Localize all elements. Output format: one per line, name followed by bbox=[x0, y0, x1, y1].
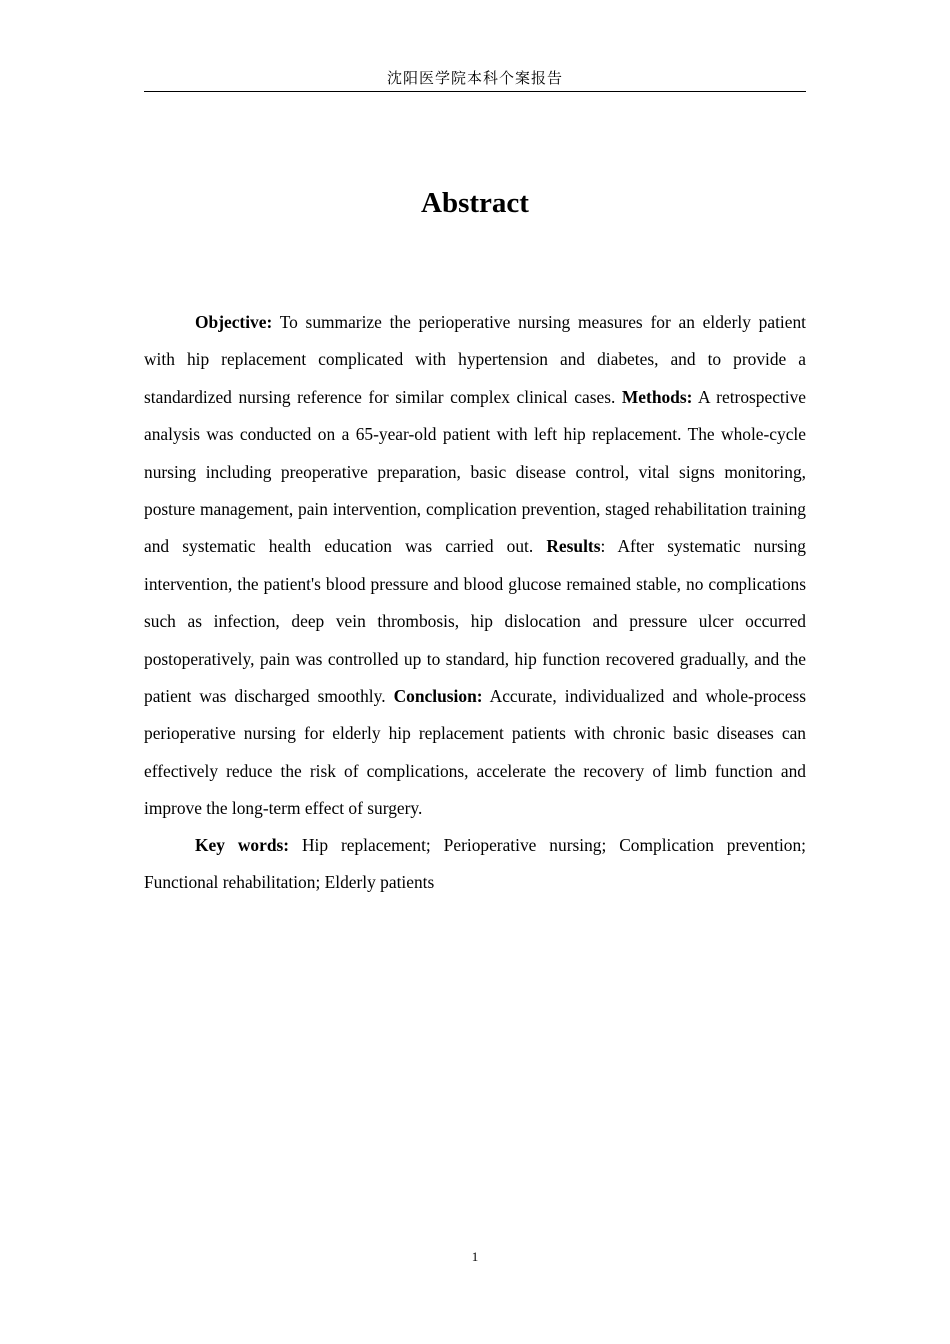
abstract-body bbox=[144, 304, 806, 902]
keywords-text: Hip replacement; Perioperative nursing; Complication prevention; Functional rehabilitation; Elderly patients bbox=[144, 834, 806, 893]
methods-text: A retrospective analysis was conducted on a 65-year-old patient with left hip replacement. The whole-cycle nursing including preoperative preparation, basic disease control, vital signs monitoring, posture management, pain intervention, complication prevention, staged rehabilitation training and systematic health education was carried out. bbox=[144, 386, 806, 557]
header-divider bbox=[144, 91, 806, 92]
conclusion-label: Conclusion: bbox=[393, 686, 483, 707]
methods-label: Methods: bbox=[621, 386, 693, 407]
keywords-label: Key words: bbox=[195, 834, 290, 855]
abstract-paragraph bbox=[144, 304, 806, 828]
results-label: Results bbox=[546, 536, 601, 557]
conclusion-text: Accurate, individualized and whole-process perioperative nursing for elderly hip replacement patients with chronic basic diseases can effectively reduce the risk of complications, accelerate the recovery of limb function and improve the long-term effect of surgery. bbox=[144, 686, 806, 819]
objective-text: To summarize the perioperative nursing measures for an elderly patient with hip replacement complicated with hypertension and diabetes, and to provide a standardized nursing reference for similar complex clinical cases. bbox=[144, 312, 806, 407]
results-text: : After systematic nursing intervention, the patient's blood pressure and blood glucose remained stable, no complications such as infection, deep vein thrombosis, hip dislocation and pressure ulcer occurred postoperatively, pain was controlled up to standard, hip function recovered gradually, and the patient was discharged smoothly. bbox=[144, 536, 806, 707]
page-number: 1 bbox=[471, 1249, 479, 1264]
running-header: 沈阳医学院本科个案报告 bbox=[386, 69, 563, 87]
objective-label: Objective: bbox=[195, 312, 273, 332]
abstract-title: Abstract bbox=[421, 187, 529, 219]
keywords-paragraph bbox=[144, 827, 806, 902]
